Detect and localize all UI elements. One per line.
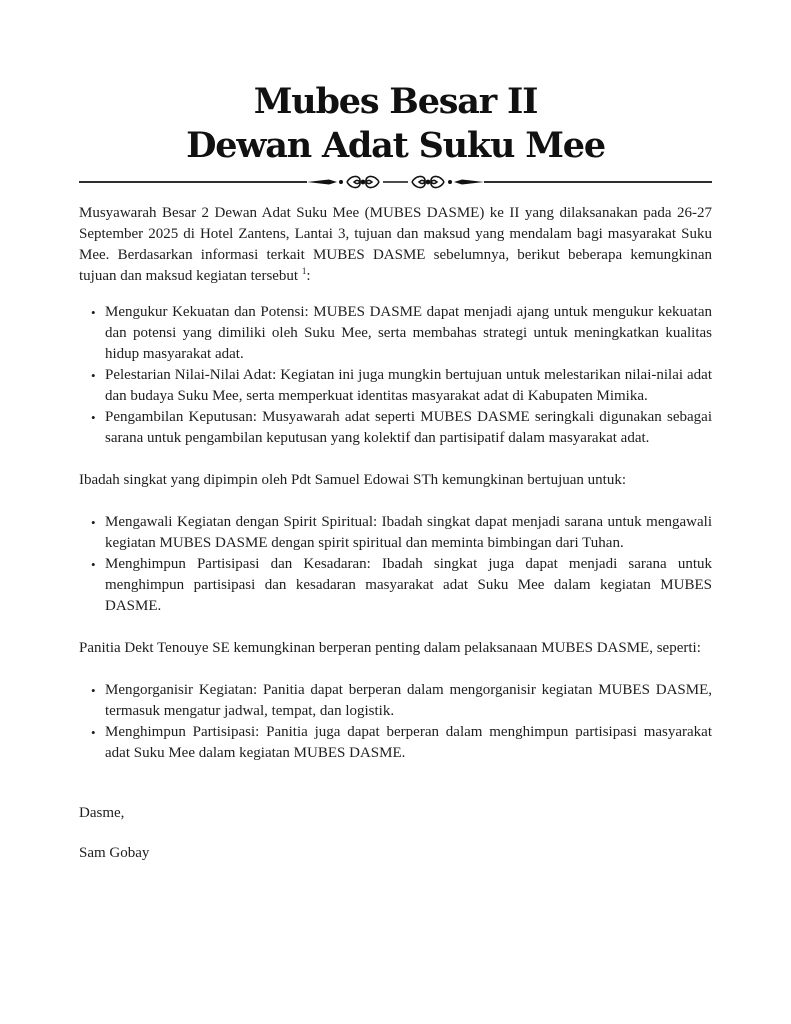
signature-name: Sam Gobay (79, 845, 150, 861)
list-item: • Menghimpun Partisipasi: Panitia juga dapat berperan dalam menghimpun partisipasi masyarakat adat Suku Mee dalam kegiatan MUBES DASME. (105, 722, 712, 764)
purpose-list (79, 302, 712, 449)
committee-intro-paragraph: Panitia Dekt Tenouye SE kemungkinan berperan penting dalam pelaksanaan MUBES DASME, seperti: (79, 640, 701, 656)
document-title (79, 80, 712, 168)
list-item: • Pengambilan Keputusan: Musyawarah adat seperti MUBES DASME seringkali digunakan sebagai sarana untuk pengambilan keputusan yang kolektif dan partisipatif dalam masyarakat adat. (105, 407, 712, 449)
footnote-marker[interactable]: 1 (301, 266, 307, 276)
worship-intro-paragraph: Ibadah singkat yang dipimpin oleh Pdt Samuel Edowai STh kemungkinan bertujuan untuk: (79, 472, 627, 488)
intro-text: Musyawarah Besar 2 Dewan Adat Suku Mee (MUBES DASME) ke II yang dilaksanakan pada 26-27 September 2025 di Hotel Zantens, Lantai 3, tujuan dan maksud yang mendalam bagi masyarakat Suku Mee. Berdasarkan informasi terkait MUBES DASME sebelumnya, berikut beberapa kemungkinan tujuan dan maksud kegiatan tersebut (79, 205, 712, 284)
intro-suffix: : (306, 268, 311, 284)
worship-list (79, 512, 712, 617)
list-item: • Menghimpun Partisipasi dan Kesadaran: Ibadah singkat juga dapat menjadi sarana untuk menghimpun partisipasi dan kesadaran masyarakat adat Suku Mee dalam kegiatan MUBES DASME. (105, 554, 712, 617)
title-line-1: Mubes Besar II (253, 81, 538, 122)
ornamental-divider-icon (79, 174, 712, 190)
closing-salutation: Dasme, (79, 805, 125, 821)
title-line-2: Dewan Adat Suku Mee (186, 125, 605, 166)
committee-list (79, 680, 712, 764)
list-item: • Pelestarian Nilai-Nilai Adat: Kegiatan ini juga mungkin bertujuan untuk melestarikan nilai-nilai adat dan budaya Suku Mee, serta memperkuat identitas masyarakat adat di Kabupaten Mimika. (105, 365, 712, 407)
list-item: • Mengorganisir Kegiatan: Panitia dapat berperan dalam mengorganisir kegiatan MUBES DASME, termasuk mengatur jadwal, tempat, dan logistik. (105, 680, 712, 722)
document-page (79, 80, 712, 864)
intro-paragraph (79, 203, 712, 287)
list-item: • Mengukur Kekuatan dan Potensi: MUBES DASME dapat menjadi ajang untuk mengukur kekuatan dan potensi yang dimiliki oleh Suku Mee, serta membahas strategi untuk meningkatkan kualitas hidup masyarakat adat. (105, 302, 712, 365)
list-item: • Mengawali Kegiatan dengan Spirit Spiritual: Ibadah singkat dapat menjadi sarana untuk mengawali kegiatan MUBES DASME dengan spirit spiritual dan meminta bimbingan dari Tuhan. (105, 512, 712, 554)
